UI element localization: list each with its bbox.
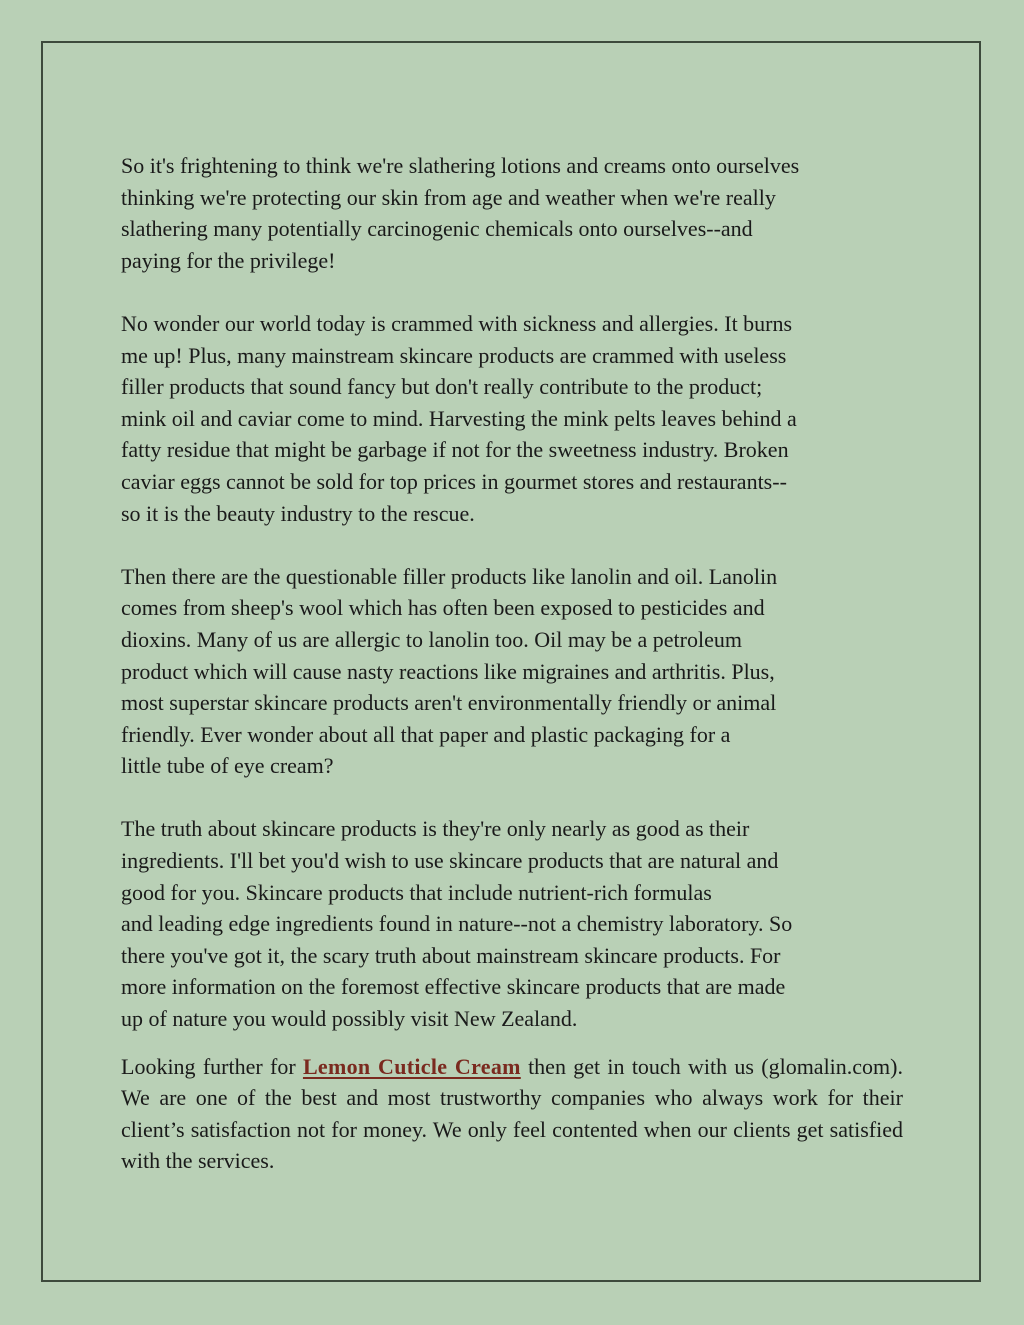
document-body [121, 150, 903, 1209]
paragraph-truth-about-skincare: The truth about skincare products is they're only nearly as good as their ingredients. I'll bet you'd wish to use skincare products that are natural and good for you. Skincare products that include nutrient-rich formulas and leading edge ingredients found in nature--not a chemistry laboratory. So there you've got it, the scary truth about mainstream skincare products. For more information on the foremost effective skincare products that are made up of nature you would possibly visit New Zealand. [121, 816, 793, 1032]
paragraph-lanolin-oil: Then there are the questionable filler products like lanolin and oil. Lanolin comes from sheep's wool which has often been exposed to pesticides and dioxins. Many of us are allergic to lanolin too. Oil may be a petroleum product which will cause nasty reactions like migraines and arthritis. Plus, most superstar skincare products aren't environmentally friendly or animal friendly. Ever wonder about all that paper and plastic packaging for a little tube of eye cream? [121, 563, 778, 779]
closing-tail-text: then get in touch with us (glomalin.com). We are one of the best and most trustworthy companies who always work for their client’s satisfaction not for money. We only feel contented when our clients get satisfied with the services. [121, 1053, 903, 1174]
paragraph-skincare-chemicals: So it's frightening to think we're slathering lotions and creams onto ourselves thinking we're protecting our skin from age and weather when we're really slathering many potentially carcinogenic chemicals onto ourselves--and paying for the privilege! [121, 153, 800, 273]
paragraph-filler-products: No wonder our world today is crammed with sickness and allergies. It burns me up! Plus, many mainstream skincare products are crammed with useless filler products that sound fancy but don't really contribute to the product; mink oil and caviar come to mind. Harvesting the mink pelts leaves behind a fatty residue that might be garbage if not for the sweetness industry. Broken caviar eggs cannot be sold for top prices in gourmet stores and restaurants-- so it is the beauty industry to the rescue. [121, 310, 797, 526]
paragraph-closing-contact [121, 1051, 903, 1177]
lemon-cuticle-cream-link[interactable]: Lemon Cuticle Cream [302, 1053, 521, 1079]
closing-lead-text: Looking further for [121, 1053, 303, 1079]
